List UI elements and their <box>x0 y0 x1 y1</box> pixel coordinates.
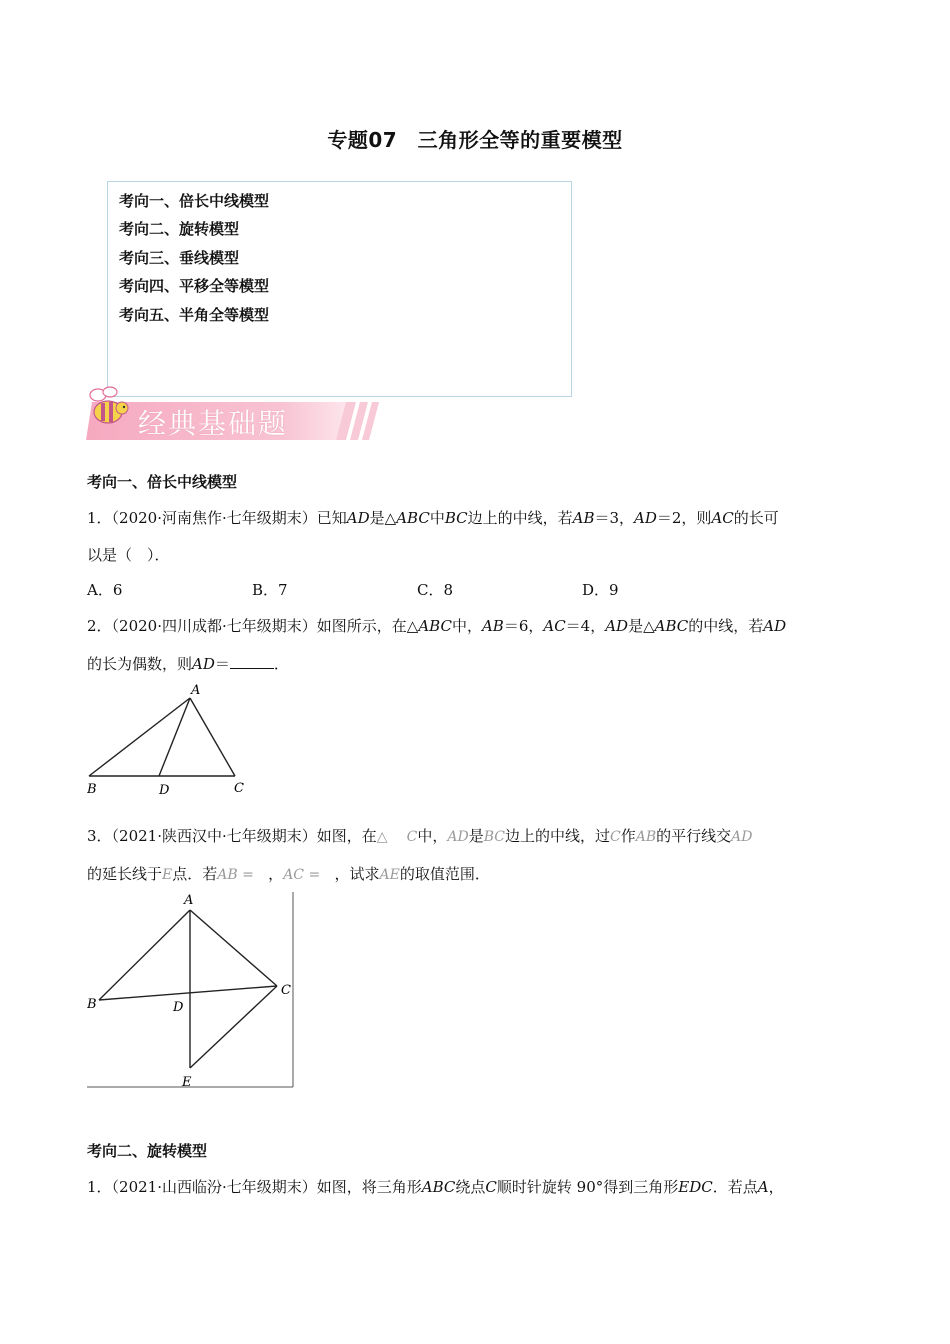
q2-label-a: A <box>191 683 201 698</box>
q1-option-d[interactable]: D．9 <box>582 581 619 599</box>
banner-title: 经典基础题 <box>138 407 289 440</box>
s2-q1-text: 如图，将三角形 <box>316 1178 422 1196</box>
q3-text: 如图，在 <box>316 827 377 845</box>
s2-q1-var: EDC <box>678 1178 713 1196</box>
q3-faint-var: AE <box>379 867 400 883</box>
q3-text: 的延长线于 <box>87 865 163 883</box>
q1-text: ＝3， <box>594 509 635 527</box>
q3-text: 是 <box>468 827 484 845</box>
toc-item-2[interactable]: 考向二、旋转模型 <box>119 220 240 238</box>
q3-number: 3． <box>87 827 112 845</box>
q2-text: 如图所示，在△ <box>316 617 419 635</box>
q3-faint-var: AD <box>731 829 753 845</box>
q3-text: 作 <box>620 827 636 845</box>
q3-text: 点．若 <box>172 865 218 883</box>
section-heading-1: 考向一、倍长中线模型 <box>87 473 238 491</box>
q2-line2 <box>87 653 289 674</box>
q3-label-b: B <box>87 997 97 1012</box>
q1-var: ABC <box>396 509 430 527</box>
q3-text: 中， <box>417 827 448 845</box>
q2-var: AD <box>192 655 215 673</box>
q3-quadrilateral-diagram <box>87 890 295 1088</box>
toc-item-4[interactable]: 考向四、平移全等模型 <box>119 277 270 295</box>
s2-q1-line1 <box>87 1176 784 1197</box>
q3-faint-var: C <box>610 829 621 845</box>
q2-text: ＝4， <box>565 617 606 635</box>
q1-option-c[interactable]: C．8 <box>417 581 454 599</box>
q2-label-b: B <box>87 782 97 797</box>
q2-var: AD <box>763 617 787 635</box>
s2-q1-number: 1． <box>87 1178 112 1196</box>
q2-var: ABC <box>418 617 452 635</box>
q3-faint-var: AC = <box>283 867 321 883</box>
q1-number: 1． <box>87 509 112 527</box>
q2-label-d: D <box>159 783 170 798</box>
toc-item-3[interactable]: 考向三、垂线模型 <box>119 249 240 267</box>
q3-source: （2021·陕西汉中·七年级期末） <box>111 827 317 845</box>
q2-answer-blank[interactable] <box>230 654 274 669</box>
q2-text: 中， <box>451 617 482 635</box>
q2-label-c: C <box>234 781 244 796</box>
toc-box <box>107 181 572 397</box>
q2-var: AD <box>605 617 629 635</box>
q3-label-e: E <box>182 1075 192 1088</box>
q3-faint-var: BC <box>483 829 505 845</box>
q1-text: 已知 <box>316 509 347 527</box>
q3-faint-symbol: △ <box>376 829 388 845</box>
q1-var: AD <box>634 509 657 527</box>
q1-option-a[interactable]: A．6 <box>87 581 123 599</box>
q3-text: ，试求 <box>334 865 380 883</box>
q2-text: ＝ <box>214 655 230 673</box>
section-heading-2: 考向二、旋转模型 <box>87 1142 208 1160</box>
page-title: 专题07 三角形全等的重要模型 <box>327 128 623 152</box>
q1-var: AC <box>711 509 734 527</box>
q2-source: （2020·四川成都·七年级期末） <box>111 617 317 635</box>
q1-text: ＝2，则 <box>656 509 712 527</box>
q3-faint-var: E <box>162 867 173 883</box>
q2-text: ． <box>273 655 289 673</box>
q1-text: 中 <box>429 509 445 527</box>
q2-text: ＝6， <box>503 617 544 635</box>
q1-text: 边上的中线，若 <box>467 509 573 527</box>
q2-text: 是△ <box>628 617 655 635</box>
q3-text: 的取值范围． <box>399 865 490 883</box>
q3-faint-var: AD <box>447 829 469 845</box>
q1-line2: 以是（ ）． <box>87 546 170 564</box>
q3-line1 <box>87 825 753 846</box>
q2-line1 <box>87 615 786 636</box>
q2-var: ABC <box>654 617 689 635</box>
s2-q1-text: ．若点 <box>712 1178 758 1196</box>
q2-text: 的中线，若 <box>688 617 764 635</box>
q1-var: AB <box>572 509 595 527</box>
s2-q1-text: ， <box>768 1178 784 1196</box>
q1-var: BC <box>444 509 468 527</box>
q1-option-b[interactable]: B．7 <box>252 581 288 599</box>
s2-q1-text: 顺时针旋转 90°得到三角形 <box>496 1178 679 1196</box>
q2-triangle-diagram <box>87 680 257 800</box>
q3-faint-var: C <box>406 829 418 845</box>
q3-label-d: D <box>173 1000 184 1015</box>
q3-text: ， <box>268 865 284 883</box>
q1-source: （2020·河南焦作·七年级期末） <box>111 509 317 527</box>
s2-q1-var: C <box>485 1178 497 1196</box>
s2-q1-var: A <box>757 1178 769 1196</box>
toc-item-1[interactable]: 考向一、倍长中线模型 <box>119 192 270 210</box>
s2-q1-source: （2021·山西临汾·七年级期末） <box>111 1178 317 1196</box>
q2-var: AB <box>481 617 504 635</box>
q2-var: AC <box>543 617 566 635</box>
q1-text: 是△ <box>369 509 397 527</box>
q2-number: 2． <box>87 617 112 635</box>
q3-text: 边上的中线，过 <box>505 827 611 845</box>
toc-item-5[interactable]: 考向五、半角全等模型 <box>119 306 270 324</box>
q2-figure <box>87 680 257 804</box>
q1-var: AD <box>346 509 370 527</box>
q3-figure <box>87 890 295 1092</box>
q3-faint-var: AB <box>635 829 657 845</box>
q3-faint-var: AB = <box>217 867 254 883</box>
q3-label-c: C <box>281 983 291 998</box>
s2-q1-var: ABC <box>421 1178 456 1196</box>
q1-line1 <box>87 507 779 528</box>
q2-text: 的长为偶数，则 <box>87 655 193 673</box>
section-banner <box>84 386 389 444</box>
s2-q1-text: 绕点 <box>455 1178 486 1196</box>
q3-line2 <box>87 863 490 884</box>
q3-label-a: A <box>184 893 194 908</box>
q3-text: 的平行线交 <box>656 827 732 845</box>
q1-text: 的长可 <box>733 509 779 527</box>
